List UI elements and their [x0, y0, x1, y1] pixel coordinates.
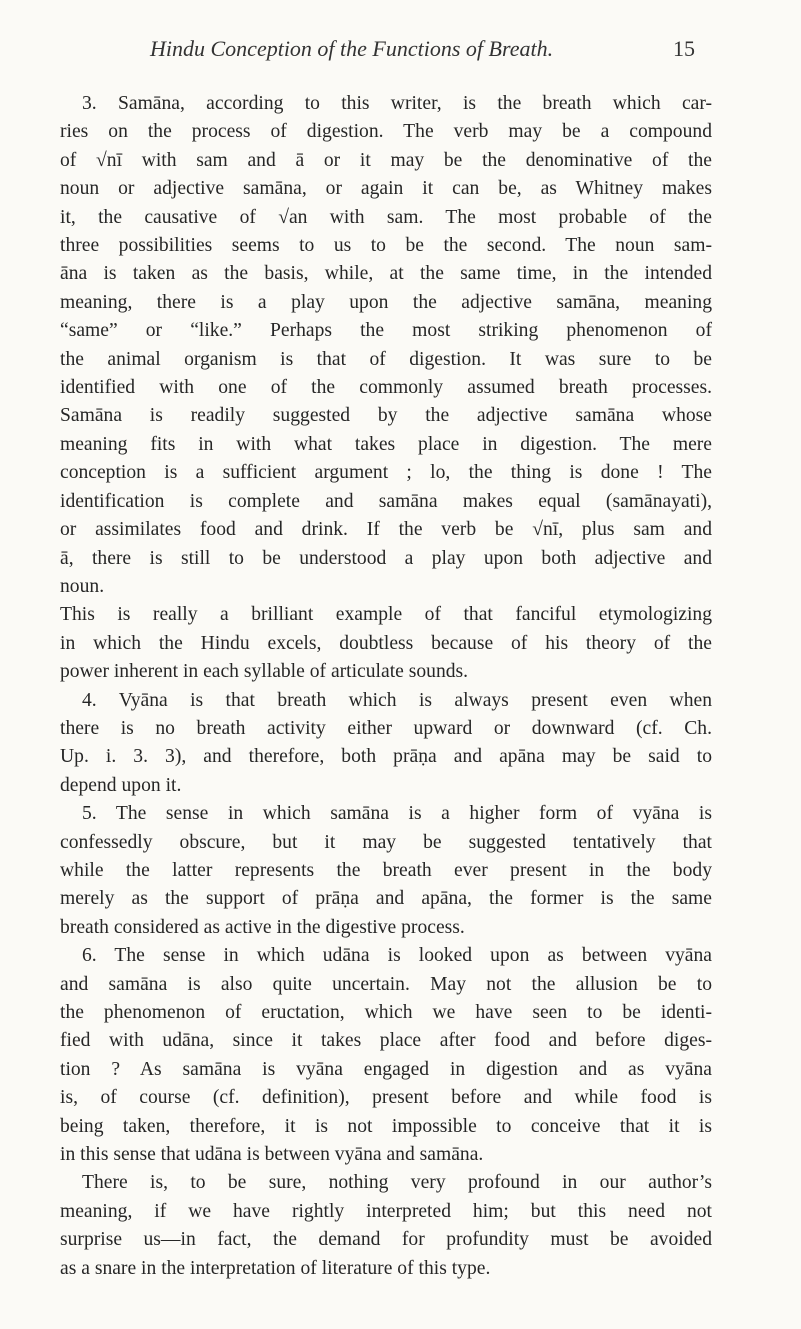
text-line: āna is taken as the basis, while, at the same time, in the intended	[60, 263, 712, 285]
text-line: surprise us—in fact, the demand for profundity must be avoided	[60, 1229, 712, 1251]
text-line: confessedly obscure, but it may be suggested tentatively that	[60, 831, 712, 853]
text-line: merely as the support of prāṇa and apāna, the former is the same	[60, 888, 712, 910]
text-line: noun.	[60, 575, 105, 597]
text-line: the phenomenon of eructation, which we have seen to be identi-	[60, 1002, 712, 1023]
text-line: conception is a sufficient argument ; lo, the thing is done ! The	[60, 462, 712, 484]
text-line: 3. Samāna, according to this writer, is the breath which car-	[82, 93, 712, 114]
text-line: of √nī with sam and ā or it may be the denominative of the	[60, 149, 712, 171]
body-text	[60, 90, 712, 1283]
text-line: depend upon it.	[60, 774, 182, 796]
text-line: 6. The sense in which udāna is looked upon as between vyāna	[82, 945, 712, 967]
text-line: 4. Vyāna is that breath which is always present even when	[82, 689, 712, 711]
page-number: 15	[673, 36, 695, 61]
text-line: 5. The sense in which samāna is a higher form of vyāna is	[82, 803, 712, 825]
text-line: being taken, therefore, it is not impossible to conceive that it is	[60, 1115, 712, 1137]
text-line: tion ? As samāna is vyāna engaged in digestion and as vyāna	[60, 1058, 712, 1080]
running-head-title: Hindu Conception of the Functions of Breath.	[150, 36, 554, 61]
text-line: “same” or “like.” Perhaps the most striking phenomenon of	[60, 320, 712, 342]
text-line: fied with udāna, since it takes place after food and before diges-	[60, 1030, 712, 1052]
text-line: in this sense that udāna is between vyāna and samāna.	[60, 1144, 484, 1166]
text-line: meaning, if we have rightly interpreted him; but this need not	[60, 1200, 712, 1222]
text-line: in which the Hindu excels, doubtless because of his theory of the	[60, 632, 712, 654]
text-line: This is really a brilliant example of that fanciful etymologizing	[60, 604, 712, 626]
text-line: and samāna is also quite uncertain. May not the allusion be to	[60, 973, 712, 995]
text-line: it, the causative of √an with sam. The most probable of the	[60, 206, 712, 228]
text-line: meaning fits in with what takes place in digestion. The mere	[60, 433, 712, 455]
text-line: identified with one of the commonly assumed breath processes.	[60, 377, 712, 399]
text-line: noun or adjective samāna, or again it can be, as Whitney makes	[60, 178, 712, 200]
text-line: or assimilates food and drink. If the verb be √nī, plus sam and	[60, 519, 712, 541]
text-line: breath considered as active in the digestive process.	[60, 916, 465, 938]
text-line: Samāna is readily suggested by the adjective samāna whose	[60, 405, 712, 427]
text-line: There is, to be sure, nothing very profound in our author’s	[82, 1172, 712, 1194]
text-line: three possibilities seems to us to be the second. The noun sam-	[60, 235, 712, 257]
text-line: meaning, there is a play upon the adjective samāna, meaning	[60, 291, 712, 313]
text-line: ries on the process of digestion. The verb may be a compound	[60, 121, 712, 143]
running-head	[150, 36, 695, 62]
text-line: power inherent in each syllable of articulate sounds.	[60, 661, 469, 683]
text-line: the animal organism is that of digestion. It was sure to be	[60, 348, 712, 370]
text-line: as a snare in the interpretation of literature of this type.	[60, 1257, 491, 1279]
text-line: is, of course (cf. definition), present before and while food is	[60, 1087, 712, 1109]
text-line: while the latter represents the breath ever present in the body	[60, 859, 712, 881]
text-line: ā, there is still to be understood a play upon both adjective and	[60, 547, 712, 569]
text-line: Up. i. 3. 3), and therefore, both prāṇa and apāna may be said to	[60, 746, 712, 768]
text-line: identification is complete and samāna makes equal (samānayati),	[60, 490, 712, 512]
text-line: there is no breath activity either upward or downward (cf. Ch.	[60, 717, 712, 739]
